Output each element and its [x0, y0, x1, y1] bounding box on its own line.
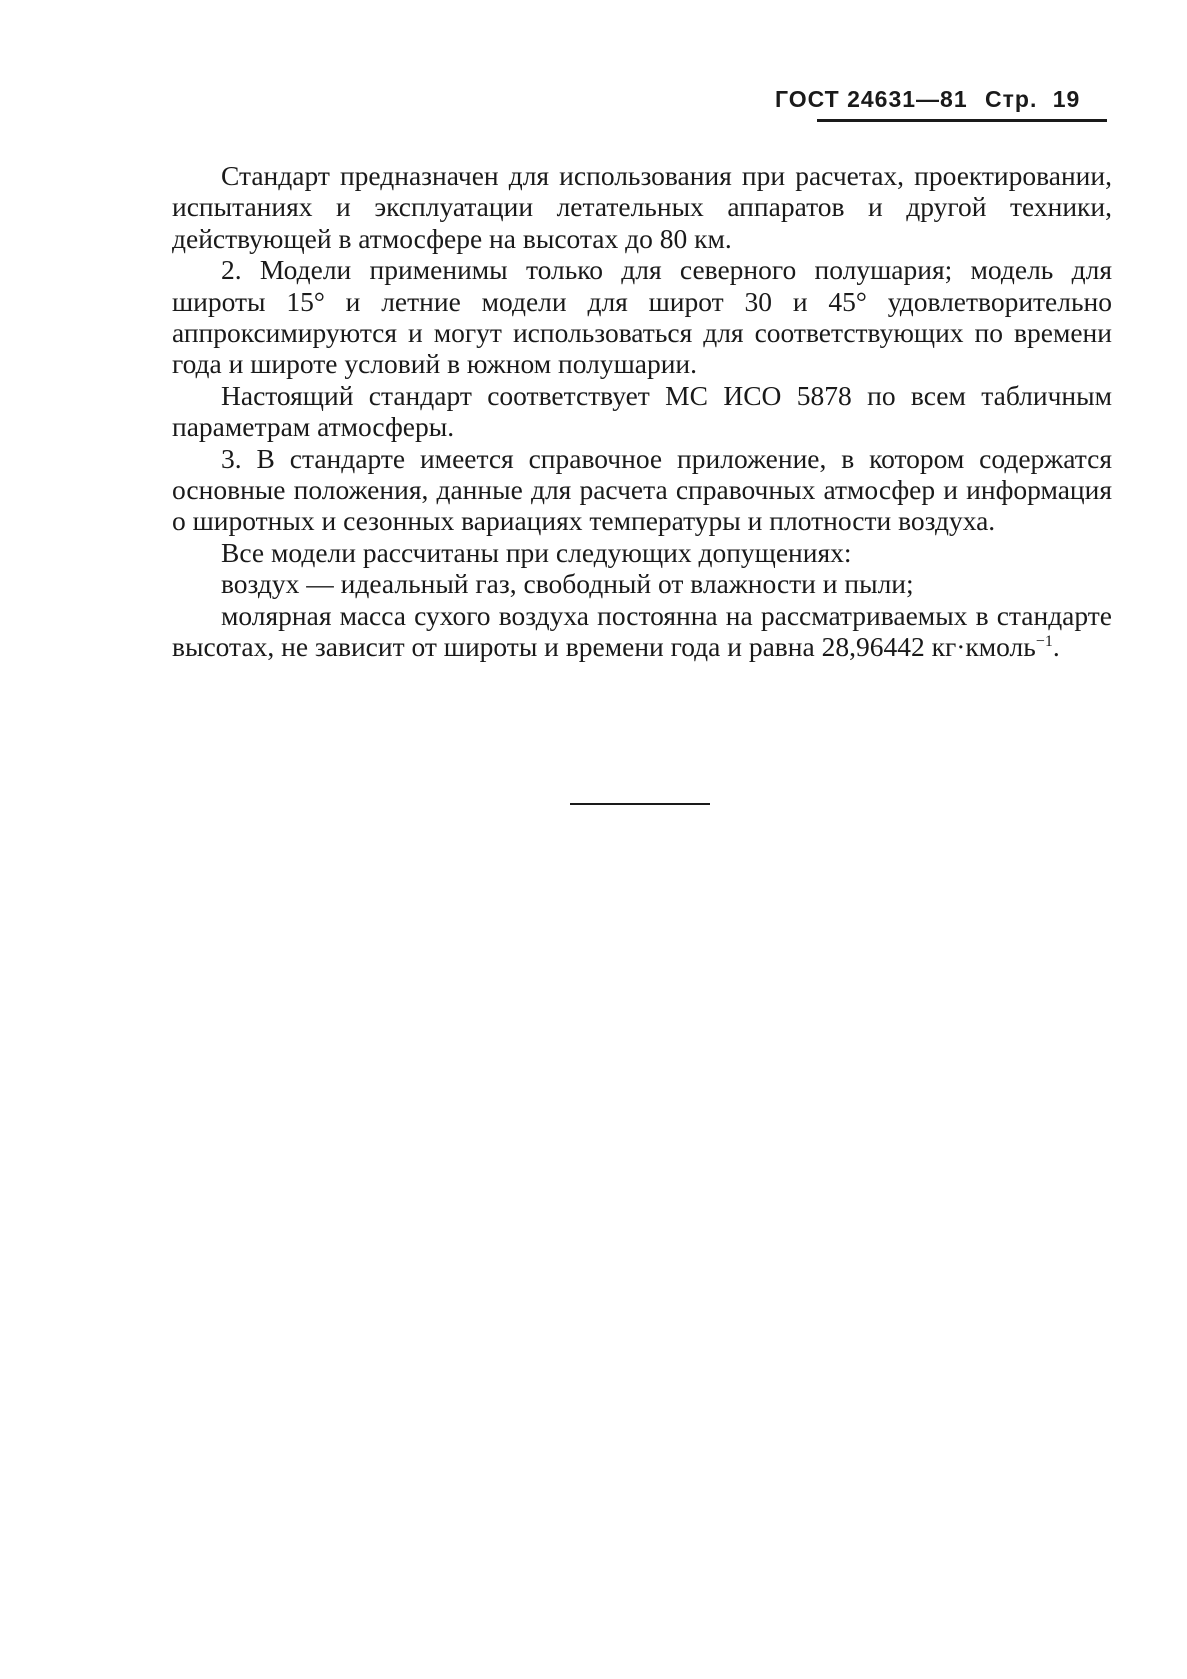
section-end-rule: [570, 803, 710, 805]
paragraph: 2. Модели применимы только для северного полушария; модель для широты 15° и летние модели для широт 30 и 45° удовлетворительно аппроксимируются и могут использоваться для соответствующих по времени года и широте условий в южном полушарии.: [172, 254, 1112, 380]
page-header: [775, 86, 1081, 113]
unit-exponent: −1: [1035, 632, 1053, 650]
paragraph: Настоящий стандарт соответствует МС ИСО 5878 по всем табличным параметрам атмосферы.: [172, 379, 1112, 443]
page-number: 19: [1052, 86, 1081, 112]
standard-number: ГОСТ 24631—81: [775, 86, 968, 112]
header-rule: [817, 119, 1107, 122]
paragraph-last-end: .: [1052, 631, 1060, 663]
paragraph-last-text: молярная масса сухого воздуха постоянна на рассматриваемых в стандарте высотах, не зависит от широты и времени года и равна 28,96442 кг·кмоль: [172, 599, 1112, 663]
paragraph: воздух — идеальный газ, свободный от влажности и пыли;: [221, 568, 914, 600]
paragraph: 3. В стандарте имеется справочное приложение, в котором содержатся основные положения, данные для расчета справочных атмосфер и информация о широтных и сезонных вариациях температуры и плотности воздуха.: [172, 442, 1112, 537]
paragraph-last: [172, 600, 1112, 663]
page-label: Стр.: [985, 86, 1038, 112]
body-text: [172, 160, 1112, 663]
paragraph: Стандарт предназначен для использования при расчетах, проектировании, испытаниях и эксплуатации летательных аппаратов и другой техники, действующей в атмосфере на высотах до 80 км.: [172, 160, 1112, 254]
paragraph: Все модели рассчитаны при следующих допущениях:: [221, 536, 852, 568]
